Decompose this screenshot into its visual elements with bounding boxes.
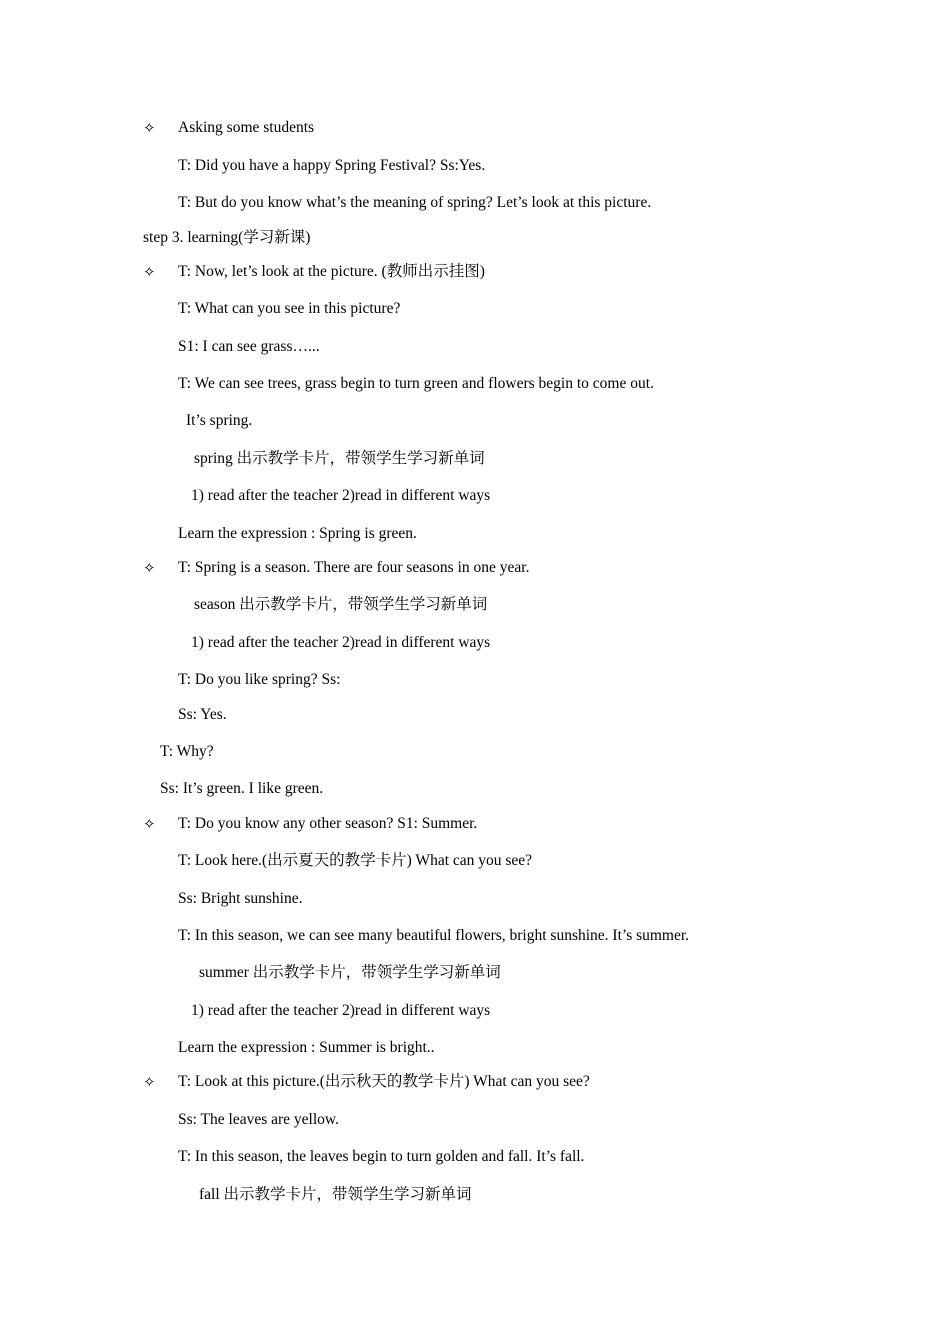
text-line: T: Now, let’s look at the picture. (教师出示挂图) (178, 263, 485, 280)
text-line: Learn the expression : Summer is bright.. (178, 1039, 435, 1056)
text-line: T: In this season, the leaves begin to turn golden and fall. It’s fall. (178, 1148, 585, 1165)
text-line: T: We can see trees, grass begin to turn green and flowers begin to come out. (178, 375, 654, 392)
text-line: 1) read after the teacher 2)read in different ways (191, 487, 491, 504)
text-line: It’s spring. (186, 412, 253, 429)
text-line: T: Did you have a happy Spring Festival? Ss:Yes. (178, 157, 486, 174)
text-line: T: Why? (160, 743, 214, 760)
text-line: T: Do you know any other season? S1: Summer. (178, 815, 478, 832)
text-line: Asking some students (178, 119, 315, 136)
text-line: Learn the expression : Spring is green. (178, 525, 417, 542)
text-line: T: What can you see in this picture? (178, 300, 401, 317)
bullet-icon: ✧ (143, 119, 156, 137)
bullet-icon: ✧ (143, 263, 156, 281)
text-line: 1) read after the teacher 2)read in different ways (191, 634, 491, 651)
text-line: Ss: The leaves are yellow. (178, 1111, 339, 1128)
text-line: 1) read after the teacher 2)read in different ways (191, 1002, 491, 1019)
text-line: T: Look at this picture.(出示秋天的教学卡片) What can you see? (178, 1073, 590, 1090)
text-line: T: But do you know what’s the meaning of spring? Let’s look at this picture. (178, 194, 652, 211)
bullet-icon: ✧ (143, 559, 156, 577)
text-line: spring 出示教学卡片，带领学生学习新单词 (194, 450, 485, 467)
text-line: fall 出示教学卡片，带领学生学习新单词 (199, 1186, 472, 1203)
text-line: T: Look here.(出示夏天的教学卡片) What can you see? (178, 852, 533, 869)
text-line: Ss: Bright sunshine. (178, 890, 303, 907)
text-line: T: Spring is a season. There are four seasons in one year. (178, 559, 530, 576)
text-line: T: In this season, we can see many beautiful flowers, bright sunshine. It’s summer. (178, 927, 690, 944)
text-line: Ss: Yes. (178, 706, 227, 723)
text-line: T: Do you like spring? Ss: (178, 671, 341, 688)
text-line: S1: I can see grass…... (178, 338, 320, 355)
text-line: season 出示教学卡片，带领学生学习新单词 (194, 596, 488, 613)
text-line: summer 出示教学卡片，带领学生学习新单词 (199, 964, 501, 981)
bullet-icon: ✧ (143, 1073, 156, 1091)
text-line: Ss: It’s green. I like green. (160, 780, 324, 797)
bullet-icon: ✧ (143, 815, 156, 833)
section-heading: step 3. learning(学习新课) (143, 229, 311, 246)
